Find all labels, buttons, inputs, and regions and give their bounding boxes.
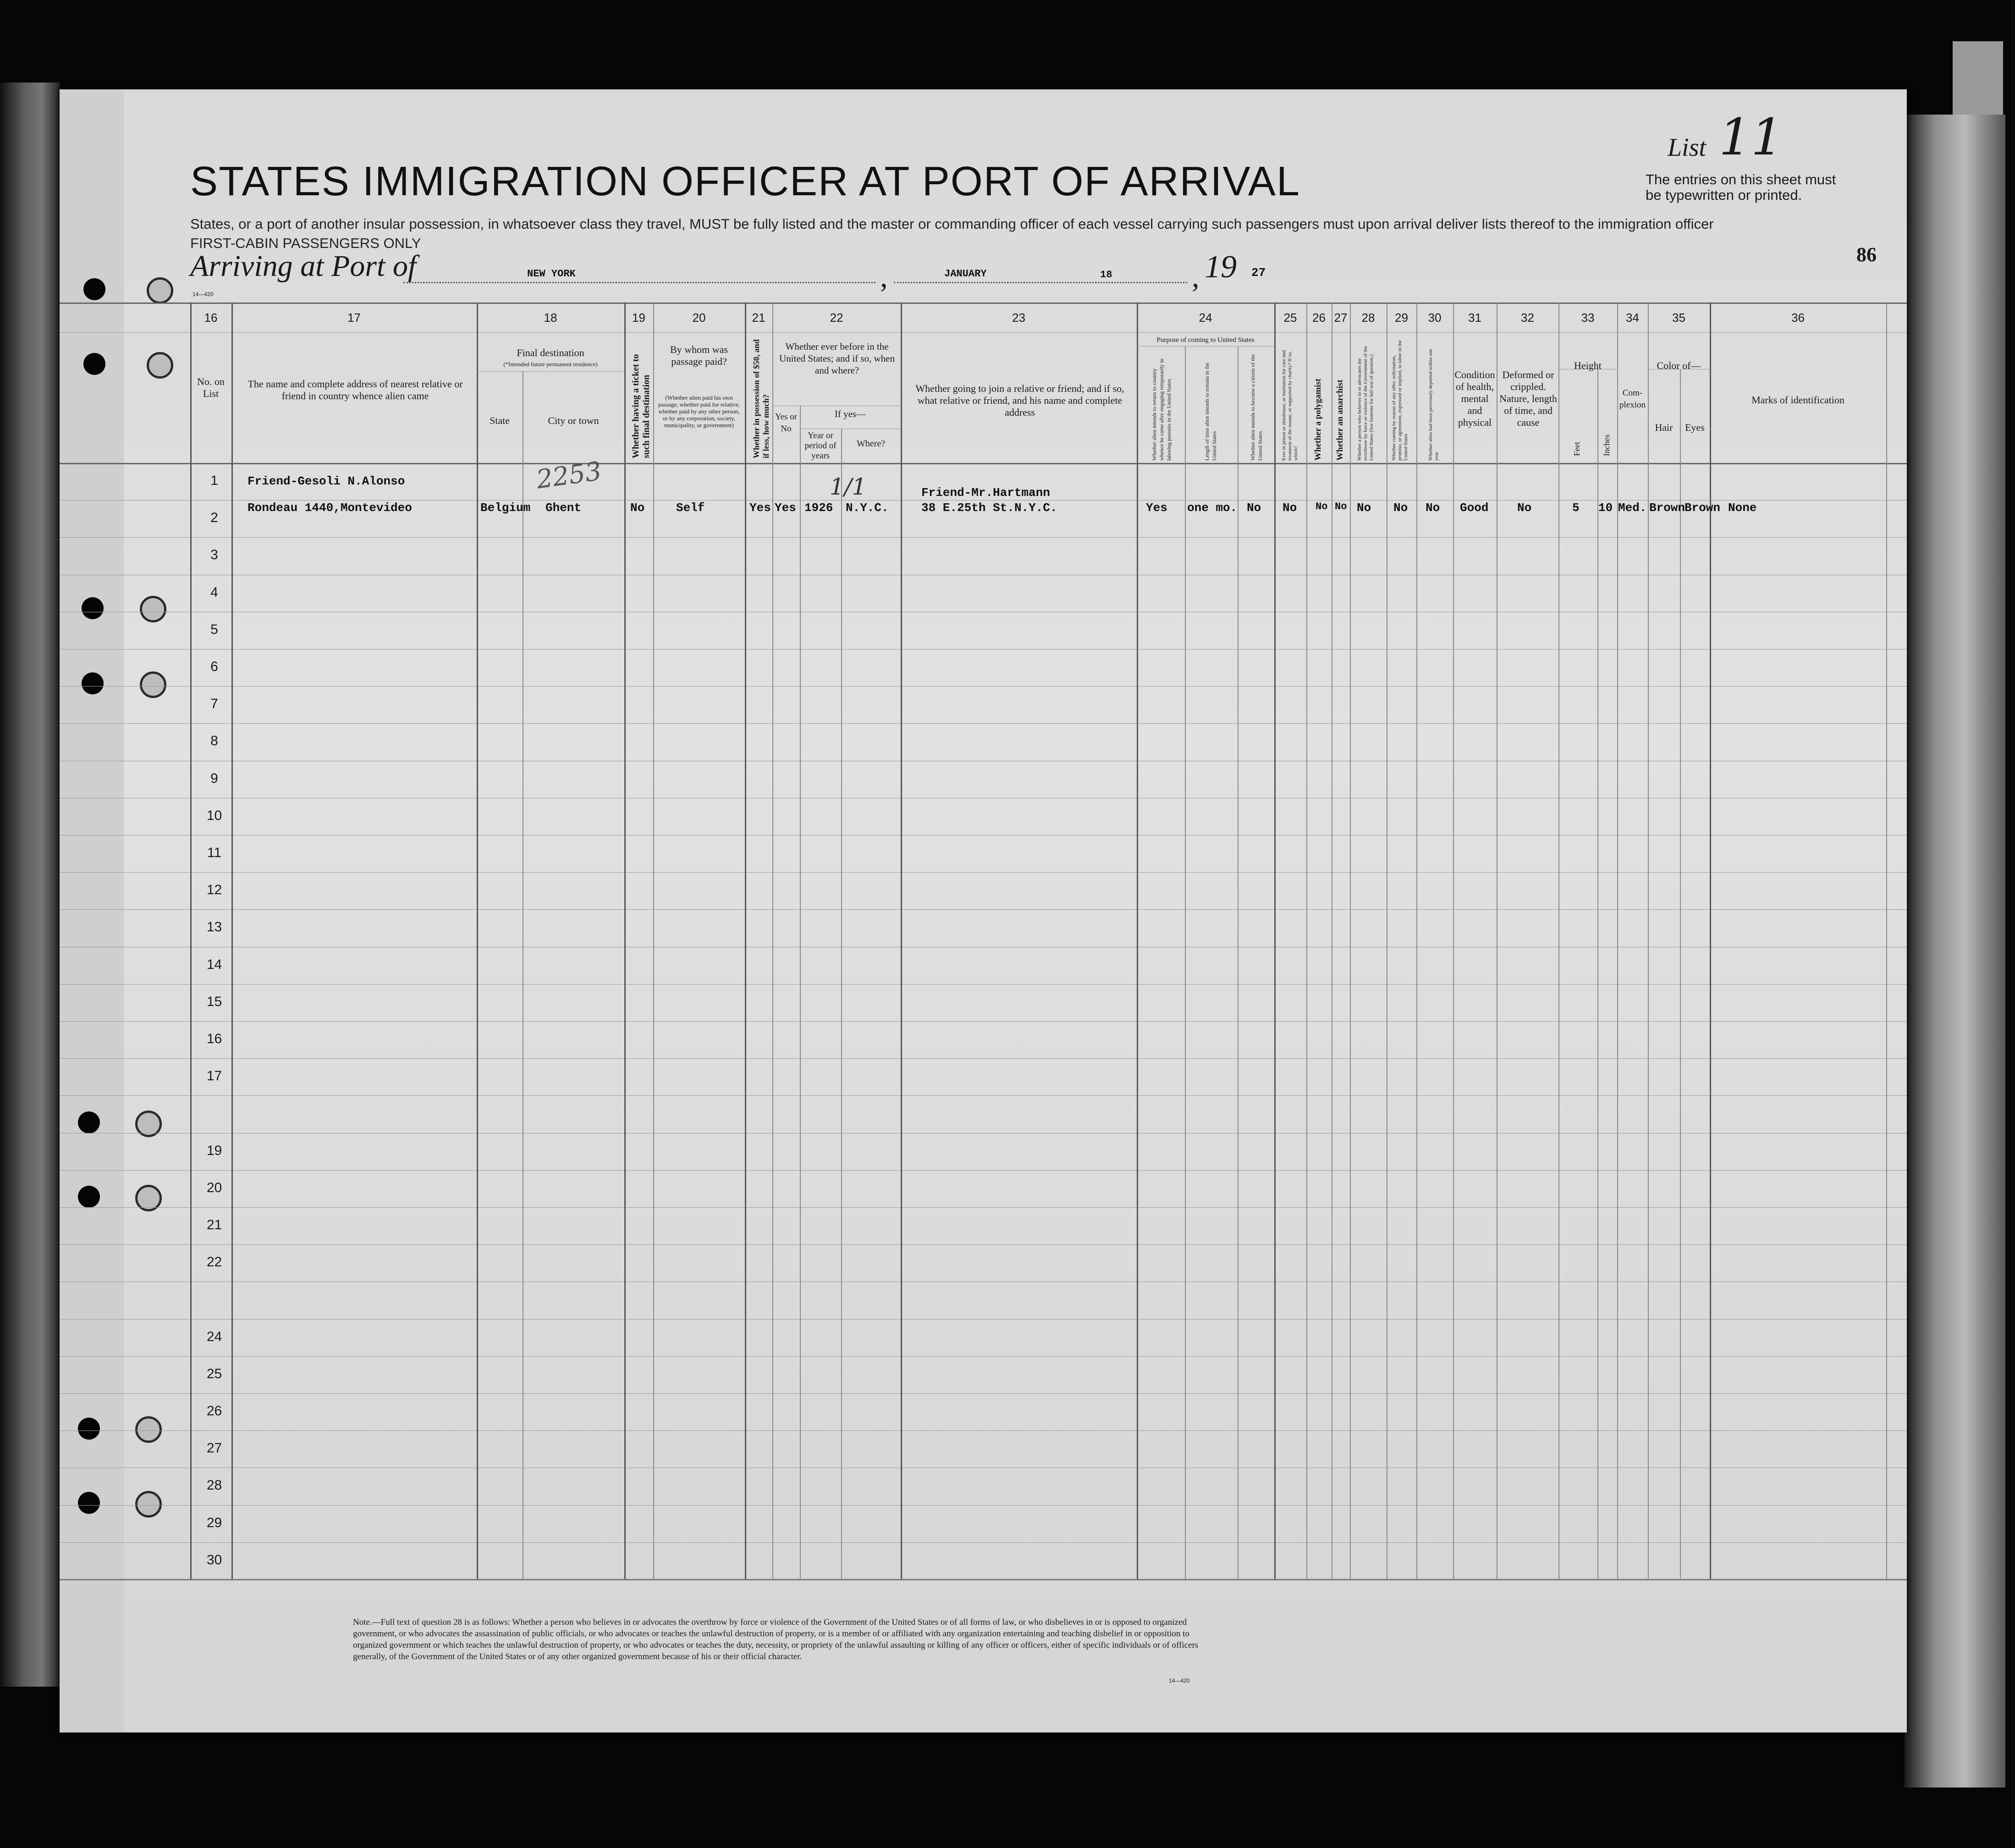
question-28-value: No [1357,501,1371,515]
question-29-value: No [1393,501,1408,515]
header-hair: Hair [1655,422,1673,433]
relative-address: Rondeau 1440,Montevideo [248,501,412,515]
column-rule [1350,302,1351,1579]
punch-hole [78,1418,100,1440]
punch-hole [140,671,166,698]
column-rule [745,302,746,1579]
date-line [894,282,1187,283]
header-complexion: Com-plexion [1619,388,1646,410]
column-rule [1886,302,1887,1579]
column-rule [477,302,478,1579]
row-number: 15 [206,994,222,1009]
header-color-of: Color of— [1657,360,1701,371]
column-number: 30 [1428,311,1442,324]
form-instructions: States, or a port of another insular possession, in whatsoever class they travel, MUST be fully listed and the master or commanding officer of each vessel carrying such passengers must upon arrival deliver lists thereof to the immigration officer [190,216,1714,232]
row-rule [60,686,1907,687]
row-rule [60,1542,1907,1543]
row-number: 22 [206,1254,222,1270]
row-number: 5 [210,622,218,637]
row-number: 7 [210,696,218,712]
column-rule [1416,302,1417,1579]
deformed-value: No [1517,501,1532,515]
header-eyes: Eyes [1685,422,1705,433]
punch-hole [78,1186,100,1208]
header-before-in-us: Whether ever before in the United States; and if so, when and where? [779,341,895,376]
row-number: 8 [210,733,218,749]
punch-hole [147,277,173,304]
column-number: 28 [1361,311,1375,324]
header-polygamist: Whether a polygamist [1313,378,1323,461]
length-of-stay-value: one mo. [1187,501,1238,515]
column-number: 19 [632,311,645,324]
column-number: 27 [1334,311,1348,324]
form-code: 14—420 [1169,1678,1190,1684]
row-rule [60,1356,1907,1357]
punch-hole [135,1416,162,1443]
header-join-relative: Whether going to join a relative or friend; and if so, what relative or friend, and his name and complete address [915,383,1124,418]
anarchist-value: No [1335,501,1347,512]
header-ticket: Whether having a ticket to such final destination [631,354,651,458]
punch-hole [82,597,104,619]
typewritten-note [1646,172,1836,203]
note-line: The entries on this sheet must [1646,171,1836,187]
health-value: Good [1460,501,1489,515]
join-relative-address: 38 E.25th St.N.Y.C. [921,501,1057,515]
row-number: 30 [206,1552,222,1568]
column-number: 25 [1283,311,1297,324]
row-rule [60,1393,1907,1394]
row-number: 13 [206,919,222,935]
day-value: 18 [1100,269,1112,280]
column-rule [841,429,842,1579]
punch-hole [78,1492,100,1514]
punch-hole [83,278,105,300]
header-bottom-rule [60,463,1907,464]
row-number: 2 [210,510,218,526]
column-number: 22 [830,311,843,324]
row-number: 27 [206,1441,222,1456]
before-yes-no-value: Yes [775,501,796,515]
join-relative-name: Friend-Mr.Hartmann [921,486,1050,500]
column-rule [800,406,801,1579]
column-rule [1238,346,1239,1579]
punch-hole [78,1111,100,1133]
inches-value: 10 [1598,501,1613,515]
column-rule [1306,302,1307,1579]
form-class: FIRST-CABIN PASSENGERS ONLY [190,235,421,251]
header-feet: Feet [1572,442,1581,456]
form-title: STATES IMMIGRATION OFFICER AT PORT OF ARRIVAL [190,159,1300,204]
column-rule [1648,302,1649,1579]
column-number: 16 [204,311,218,324]
column-number-rule [60,332,1907,333]
column-rule [901,302,902,1579]
column-rule [231,302,233,1579]
column-number: 34 [1626,311,1639,324]
header-where: Where? [856,439,886,449]
polygamist-value: No [1316,501,1328,512]
row-rule [60,1095,1907,1096]
column-number: 20 [692,311,706,324]
header-height: Height [1574,360,1602,371]
header-inches: Inches [1602,434,1611,456]
row-number: 12 [206,882,222,898]
ticket-value: No [630,501,645,515]
sheet-margin [60,89,124,1732]
header-question-28: Whether a person who believes in or advocates the overthrow by force or violence of the Government of the United States (See footnote for full text of question.) [1357,346,1374,461]
punch-hole [83,353,105,375]
row-number: 26 [206,1403,222,1419]
row-number: 4 [210,584,218,600]
row-number: 3 [210,547,218,563]
header-year-period: Year or period of years [804,431,837,461]
header-passage-note: (Whether alien paid his own passage, whether paid for relative, whether paid by any other person, or by any corporation, society, municipality, or government) [658,394,740,429]
row-rule [60,1058,1907,1059]
month-value: JANUARY [944,268,987,280]
row-number: 6 [210,659,218,674]
column-rule [1453,302,1454,1579]
header-marks: Marks of identification [1751,394,1844,406]
row-number: 11 [207,845,222,860]
header-health: Condition of health, mental and physical [1454,369,1495,428]
port-value: NEW YORK [527,268,576,280]
header-question-29: Whether coming by reason of any offer, solicitation, promise, or agreement, expressed or implied, to labor in the United States [1391,340,1409,461]
column-number: 33 [1581,311,1595,324]
column-rule [653,302,654,1579]
column-rule [772,302,773,1579]
manifest-sheet [60,89,1907,1732]
column-number: 29 [1395,311,1408,324]
column-rule [1185,346,1186,1579]
complexion-value: Med. [1618,501,1647,515]
hair-value: Brown [1649,501,1685,515]
row-rule [60,909,1907,910]
row-rule [60,1170,1907,1171]
row-number: 24 [206,1329,222,1344]
row-number: 17 [206,1068,222,1084]
column-rule [1558,302,1559,1579]
row-rule [60,1505,1907,1506]
header-deformed: Deformed or crippled. Nature, length of time, and cause [1499,369,1557,428]
header-possession-50: Whether in possession of $50, and if less, how much? [752,339,771,458]
row-number: 14 [206,957,222,972]
column-number: 21 [752,311,765,324]
header-if-yes: If yes— [834,408,866,419]
header-purpose-length: Length of time alien intends to remain in the United States [1204,363,1217,461]
handwritten-mark: 1/1 [830,473,867,500]
row-number: 16 [206,1031,222,1046]
citizen-value: No [1247,501,1261,515]
header-city: City or town [548,415,599,426]
background-paper-right-top [1953,41,2003,124]
row-rule [60,1021,1907,1022]
header-final-destination: Final destination [517,347,584,358]
column-rule [1137,302,1138,1579]
column-rule [1617,302,1618,1579]
row-rule [60,872,1907,873]
relative-name: Friend-Gesoli N.Alonso [248,474,405,488]
header-state: State [490,415,510,426]
header-final-destination-note: (*Intended future permanent residence) [503,361,598,368]
column-rule [190,302,192,1579]
row-rule [60,835,1907,836]
page-number: 86 [1856,243,1877,266]
separator: , [1192,260,1200,294]
column-number: 35 [1672,311,1685,324]
before-year-value: 1926 [804,501,833,515]
eyes-value: Brown [1685,501,1721,515]
row-number: 1 [210,473,218,488]
list-number: 11 [1719,108,1783,166]
header-purpose: Purpose of coming to United States [1156,336,1255,344]
row-rule [60,723,1907,724]
table-top-rule [60,302,1907,304]
column-number: 26 [1312,311,1326,324]
year-suffix: 27 [1251,266,1266,280]
header-nearest-relative: The name and complete address of nearest relative or friend in country whence alien came [248,378,463,402]
column-number: 23 [1012,311,1025,324]
background-paper-right [1905,115,2005,1788]
row-number: 21 [206,1217,222,1232]
column-number: 31 [1468,311,1481,324]
column-rule [1274,302,1276,1579]
header-anarchist: Whether an anarchist [1335,380,1345,461]
column-rule [624,302,626,1579]
handwritten-mark: 2253 [534,456,604,495]
row-number: 25 [206,1366,222,1381]
list-label: List [1668,133,1707,162]
header-prison: Ever in prison or almshouse, or institution for care and treatment of the insane, or supported by charity? If so, which? [1281,350,1299,461]
punch-hole [82,672,104,694]
header-purpose-return: Whether alien intends to return to country whence he came after engaging temporarily in laboring pursuits in the United States [1151,358,1172,461]
destination-state: Belgium [480,501,531,515]
note-line: be typewritten or printed. [1646,187,1802,203]
row-number: 28 [206,1478,222,1493]
column-number: 17 [347,311,361,324]
punch-hole [140,596,166,622]
header-question-30: Whether alien had been previously deported within one year [1428,348,1439,461]
before-where-value: N.Y.C. [846,501,889,515]
row-rule [60,1579,1907,1580]
column-number: 36 [1791,311,1805,324]
footnote: Note.—Full text of question 28 is as follows: Whether a person who believes in or advocates the overthrow by force or violence of the Government of the United States or of all forms of law, or who disbelieves in or is opposed to organized government, or who advocates the assassination of public officials, or who advocates or teaches the unlawful destruction of property, or is a member of or affiliated with any organization entertaining and teaching disbelief in or opposition to organized government or which teaches the unlawful destruction of property, or who advocates or teaches the duty, necessity, or propriety of the unlawful assaulting or killing of any officer or officers, either of specific individuals or of officers generally, of the Government of the United States or of any other organized government because of his or their official character. [353,1617,1199,1661]
header-purpose-citizen: Whether alien intends to become a citizen of the United States [1250,354,1263,461]
row-rule [60,1319,1907,1320]
year-prefix: 19 [1205,249,1237,285]
column-rule [1597,369,1598,1579]
return-temp-value: Yes [1146,501,1167,515]
header-yes-or-no: Yes or No [775,412,798,434]
destination-city: Ghent [545,501,582,515]
port-line [403,282,875,283]
marks-value: None [1728,501,1757,515]
row-rule [60,1207,1907,1208]
row-number: 29 [206,1515,222,1530]
form-code: 14—420 [193,291,214,297]
arriving-label: Arriving at Port of [190,249,417,283]
column-number: 18 [544,311,557,324]
row-rule [60,537,1907,538]
row-rule [60,1244,1907,1245]
separator: , [880,260,888,294]
question-30-value: No [1426,501,1440,515]
row-number: 9 [210,770,218,786]
paid-by-value: Self [676,501,705,515]
row-number: 20 [206,1180,222,1195]
punch-hole [147,352,173,379]
subheader-rule [477,371,624,372]
background-paper-left [0,82,60,1687]
row-number: 10 [206,808,222,823]
column-number: 32 [1521,311,1534,324]
column-rule [1680,369,1681,1579]
header-passage-paid: By whom was passage paid? [670,344,728,367]
column-rule [1710,302,1711,1579]
header-no-on-list: No. on List [197,376,225,399]
punch-hole [135,1491,162,1518]
possession-value: Yes [749,501,771,515]
column-number: 24 [1199,311,1212,324]
row-number: 19 [206,1143,222,1158]
feet-value: 5 [1572,501,1580,515]
prison-value: No [1283,501,1297,515]
row-rule [60,1430,1907,1431]
